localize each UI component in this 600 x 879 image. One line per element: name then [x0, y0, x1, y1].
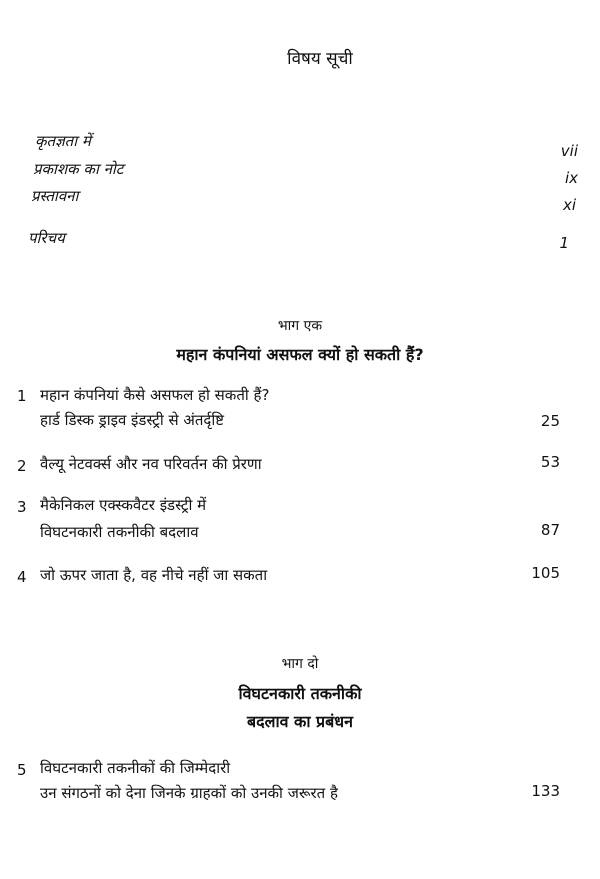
front-matter-item-page: xi — [562, 196, 576, 214]
chapter-number: 3 — [17, 498, 27, 516]
part-two-label: भाग दो — [281, 656, 319, 672]
part-one-label: भाग एक — [277, 318, 323, 334]
front-matter-item-page: vii — [560, 142, 578, 160]
chapter-title-line: वैल्यू नेटवर्क्स और नव परिवर्तन की प्रेरणा — [40, 455, 262, 473]
chapter-number: 5 — [17, 761, 27, 779]
chapter-title-line: हार्ड डिस्क ड्राइव इंडस्ट्री से अंतर्दृष्टि — [40, 411, 225, 429]
chapter-title-line: विघटनकारी तकनीकी बदलाव — [40, 523, 199, 541]
front-matter-item-label: प्रकाशक का नोट — [33, 160, 124, 178]
chapter-page-number: 53 — [540, 453, 560, 471]
chapter-title-line: मैकेनिकल एक्स्कवैटर इंडस्ट्री में — [40, 496, 207, 514]
chapter-title-line: महान कंपनियां कैसे असफल हो सकती हैं? — [40, 386, 270, 404]
page-title: विषय सूची — [287, 49, 353, 69]
chapter-title-line: जो ऊपर जाता है, वह नीचे नहीं जा सकता — [40, 566, 268, 584]
chapter-title-line: विघटनकारी तकनीकों की जिम्मेदारी — [40, 759, 231, 777]
chapter-page-number: 25 — [540, 412, 560, 430]
chapter-title-line: उन संगठनों को देना जिनके ग्राहकों को उनकी जरूरत है — [40, 784, 338, 802]
part-two-title-line: बदलाव का प्रबंधन — [246, 712, 354, 731]
front-matter-item-label: कृतज्ञता में — [35, 132, 91, 150]
chapter-page-number: 133 — [531, 782, 560, 800]
front-matter-item-label: प्रस्तावना — [31, 187, 79, 205]
part-two-title-line: विघटनकारी तकनीकी — [238, 684, 362, 703]
front-matter-item-page: 1 — [559, 234, 569, 252]
front-matter-item-label: परिचय — [28, 229, 65, 247]
part-one-title: महान कंपनियां असफल क्यों हो सकती हैं? — [176, 345, 424, 364]
chapter-page-number: 105 — [531, 564, 560, 582]
chapter-number: 2 — [17, 457, 27, 475]
chapter-page-number: 87 — [540, 521, 560, 539]
chapter-number: 4 — [17, 568, 27, 586]
front-matter-item-page: ix — [564, 169, 578, 187]
chapter-number: 1 — [17, 387, 27, 405]
